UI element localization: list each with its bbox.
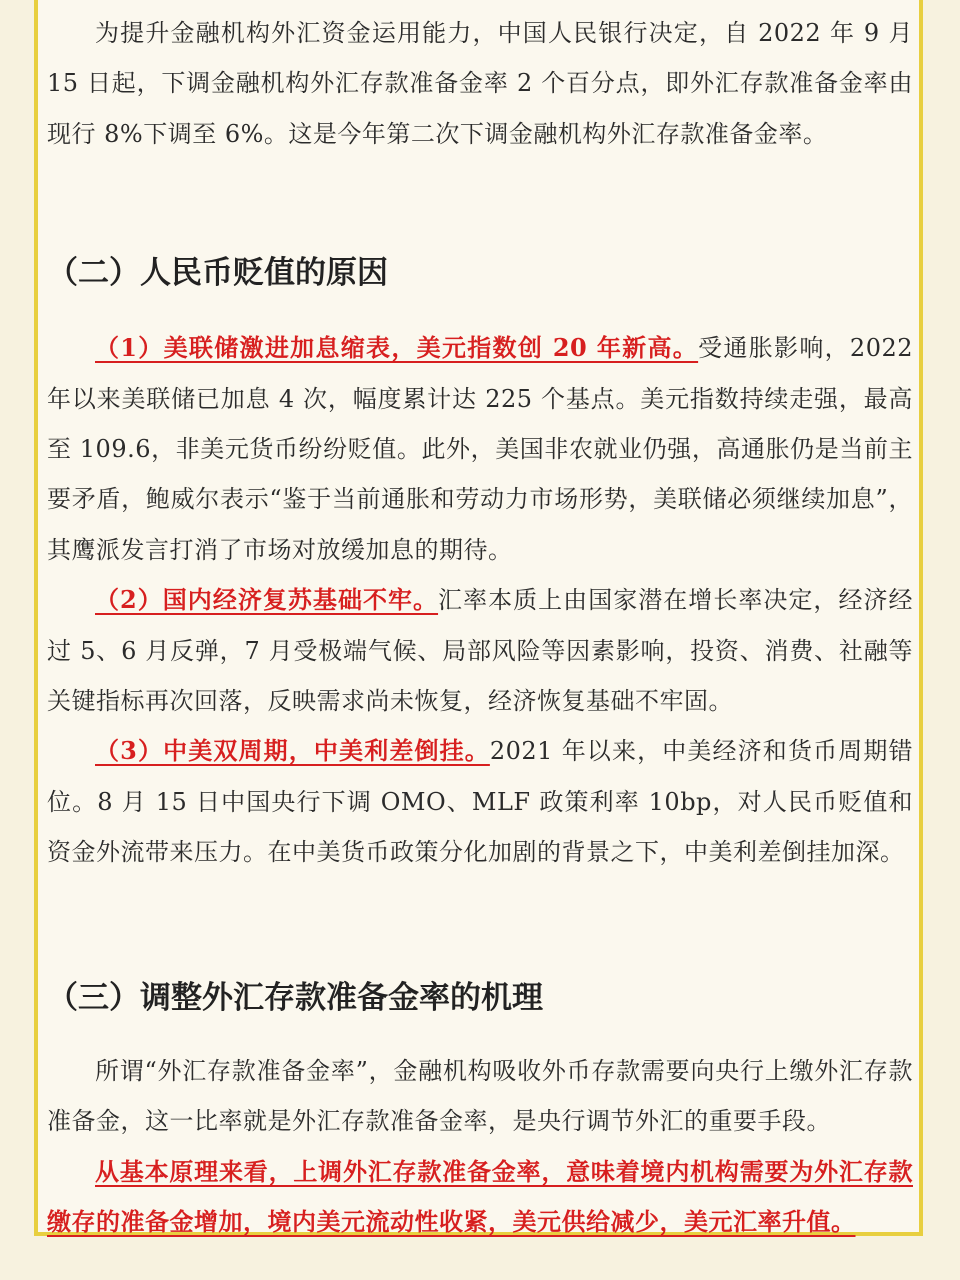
reason-1-paragraph (47, 323, 913, 575)
document-content (47, 8, 913, 1247)
mechanism-highlight-paragraph (47, 1147, 913, 1248)
reason-3-paragraph (47, 726, 913, 877)
reason-3-highlight: （3）中美双周期，中美利差倒挂。 (95, 736, 490, 766)
section-3-heading: （三）调整外汇存款准备金率的机理 (47, 979, 543, 1016)
page-bottom-margin (0, 1240, 960, 1280)
reason-1-text: 受通胀影响，2022 年以来美联储已加息 4 次，幅度累计达 225 个基点。美元指数持续走强，最高至 109.6，非美元货币纷纷贬值。此外，美国非农就业仍强，高通胀仍是当前主要矛盾，鲍威尔表示“鉴于当前通胀和劳动力市场形势，美联储必须继续加息”，其鹰派发言打消了市场对放缓加息的期待。 (47, 334, 914, 564)
reason-2-text: 汇率本质上由国家潜在增长率决定，经济经过 5、6 月反弹，7 月受极端气候、局部风险等因素影响，投资、消费、社融等关键指标再次回落，反映需求尚未恢复，经济恢复基础不牢固。 (47, 586, 913, 716)
mechanism-paragraph: 所谓“外汇存款准备金率”，金融机构吸收外币存款需要向央行上缴外汇存款准备金，这一比率就是外汇存款准备金率，是央行调节外汇的重要手段。 (47, 1056, 913, 1136)
reason-2-paragraph (47, 575, 913, 726)
intro-paragraph: 为提升金融机构外汇资金运用能力，中国人民银行决定，自 2022 年 9 月 15 日起，下调金融机构外汇存款准备金率 2 个百分点，即外汇存款准备金率由现行 8%下调至 6%。这是今年第二次下调金融机构外汇存款准备金率。 (47, 19, 913, 148)
reason-2-highlight: （2）国内经济复苏基础不牢。 (95, 585, 439, 615)
section-2-heading: （二）人民币贬值的原因 (47, 255, 388, 292)
reason-3-text: 2021 年以来，中美经济和货币周期错位。8 月 15 日中国央行下调 OMO、MLF 政策利率 10bp，对人民币贬值和资金外流带来压力。在中美货币政策分化加剧的背景之下，中美利差倒挂加深。 (47, 737, 913, 867)
mechanism-highlight: 从基本原理来看，上调外汇存款准备金率，意味着境内机构需要为外汇存款缴存的准备金增加，境内美元流动性收紧，美元供给减少，美元汇率升值。 (47, 1156, 913, 1236)
reason-1-highlight: （1）美联储激进加息缩表，美元指数创 20 年新高。 (95, 333, 699, 363)
